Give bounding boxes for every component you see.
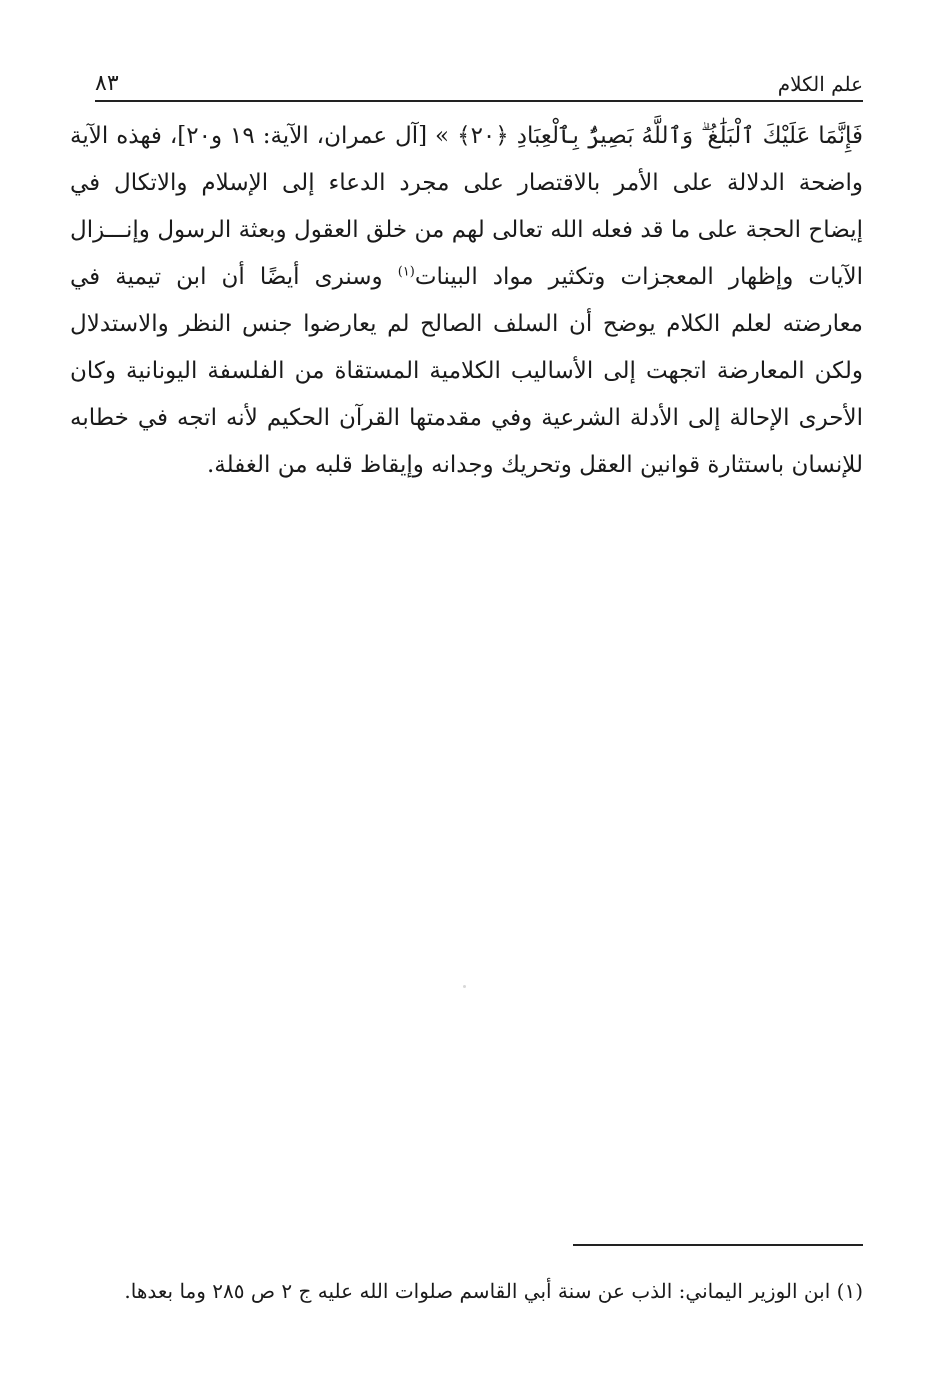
body-line: واضحة الدلالة على الأمر بالاقتصار على مجرد الدعاء إلى الإسلام والاتكال في <box>70 170 863 196</box>
body-line: معارضته لعلم الكلام يوضح أن السلف الصالح لم يعارضوا جنس النظر والاستدلال <box>70 311 863 337</box>
footnote-reference[interactable]: (١) <box>397 264 415 280</box>
page-number: ٨٣ <box>95 71 119 96</box>
body-line: إيضاح الحجة على ما قد فعله الله تعالى لهم من خلق العقول وبعثة الرسول وإنـــزال <box>70 217 863 243</box>
scan-speck <box>463 985 466 988</box>
body-line: للإنسان باستثارة قوانين العقل وتحريك وجدانه وإيقاظ قلبه من الغفلة. <box>207 452 863 478</box>
body-text <box>70 113 863 489</box>
body-line: ولكن المعارضة اتجهت إلى الأساليب الكلامية المستقاة من الفلسفة اليونانية وكان <box>70 358 863 384</box>
footnote: (١) ابن الوزير اليماني: الذب عن سنة أبي القاسم صلوات الله عليه ج ٢ ص ٢٨٥ وما بعدها. <box>124 1279 863 1303</box>
body-line-part: الآيات وإظهار المعجزات وتكثير مواد البينات <box>414 264 864 290</box>
body-line-part: وسنرى أيضًا أن ابن تيمية في <box>70 264 383 290</box>
running-header <box>95 62 863 96</box>
header-title: علم الكلام <box>777 72 863 96</box>
body-line: الأحرى الإحالة إلى الأدلة الشرعية وفي مقدمتها القرآن الحكيم لأنه اتجه في خطابه <box>70 405 863 431</box>
body-line-with-footnote <box>70 254 863 301</box>
footnote-rule <box>573 1244 863 1246</box>
header-rule <box>95 100 863 102</box>
body-line: فَإِنَّمَا عَلَيْكَ ٱلْبَلَٰغُ ۗ وَٱللَّهُ بَصِيرٌۢ بِٱلْعِبَادِ ﴿٢٠﴾ » [آل عمران، الآية: ١٩ و٢٠]، فهذه الآية <box>70 123 863 149</box>
